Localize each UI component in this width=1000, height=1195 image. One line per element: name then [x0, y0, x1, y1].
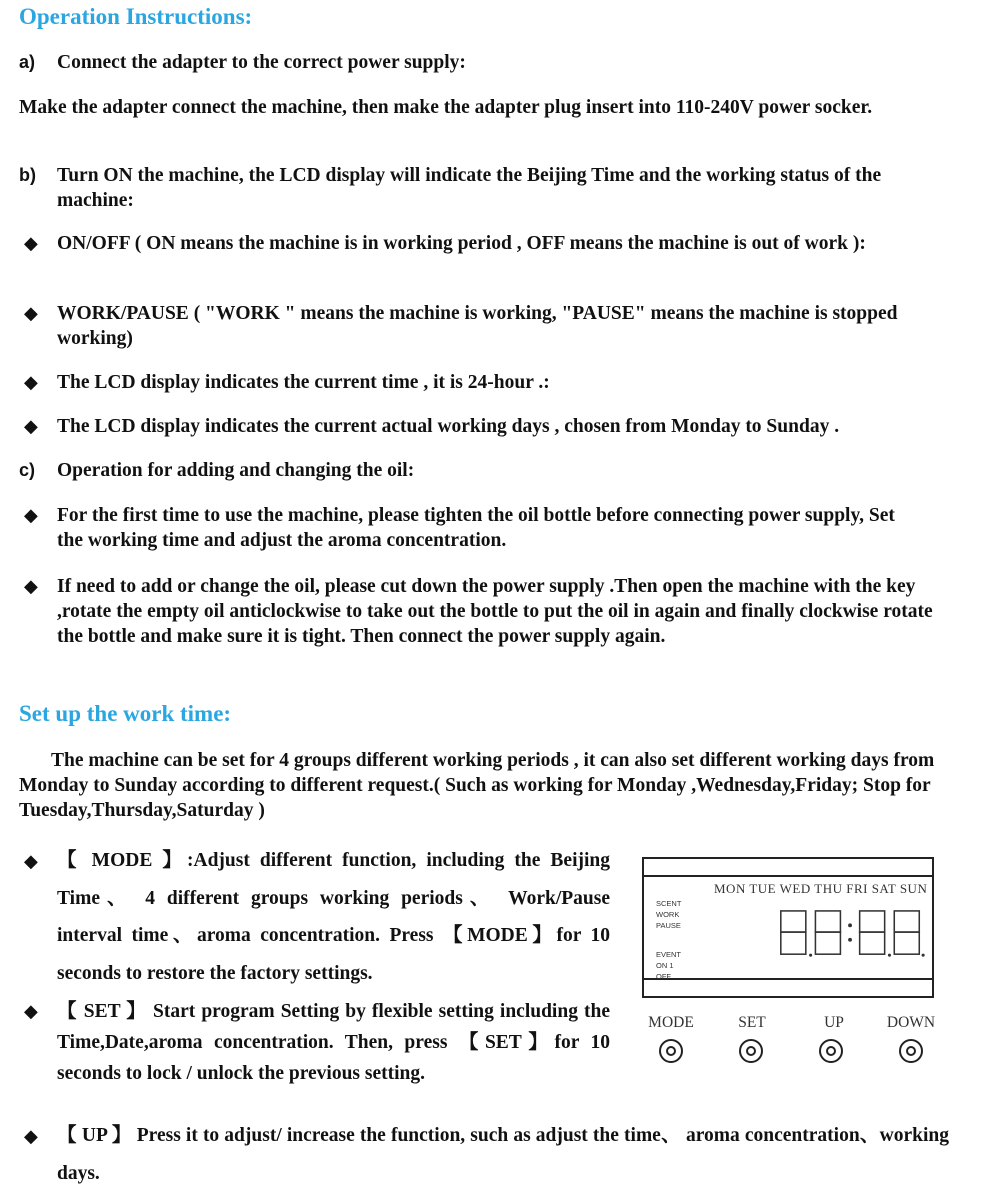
lcd-segment-digits — [776, 909, 926, 959]
bullet-icon: ◆ — [24, 505, 38, 526]
set-label: SET — [738, 1014, 766, 1031]
section-a-body: Make the adapter connect the machine, then make the adapter plug insert into 110-240V power socker. — [19, 97, 873, 118]
down-button-icon — [899, 1039, 923, 1063]
digit-segment — [894, 932, 919, 954]
set-button-icon — [739, 1039, 763, 1063]
bullet-icon: ◆ — [24, 372, 38, 393]
digit-segment — [860, 911, 885, 932]
lcd-status-work: WORK — [656, 910, 680, 919]
lcd-top-divider — [644, 875, 932, 877]
bullet-first-time: For the first time to use the machine, please tighten the oil bottle before connecting power supply, Set the working time and adjust the aroma concentration. — [57, 505, 895, 551]
digit-segment — [815, 932, 840, 954]
lcd-bottom-divider — [644, 978, 932, 980]
section-a-marker: a) — [19, 52, 36, 72]
section-c-marker: c) — [19, 460, 36, 480]
lcd-status-pause: PAUSE — [656, 921, 681, 930]
section-a-title: Connect the adapter to the correct power supply: — [57, 52, 466, 73]
section-c-title: Operation for adding and changing the oil: — [57, 460, 415, 481]
bullet-icon: ◆ — [24, 303, 38, 324]
bullet-up: 【 UP 】 Press it to adjust/ increase the function, such as adjust the time、 aroma concentration、working days. — [57, 1125, 949, 1184]
lcd-status-scent: SCENT — [656, 899, 682, 908]
colon-dot — [848, 923, 852, 927]
decimal-dot — [922, 954, 925, 957]
bullet-icon: ◆ — [24, 233, 38, 254]
lcd-display — [642, 857, 934, 998]
mode-label: MODE — [648, 1014, 694, 1031]
bullet-work-pause: WORK/PAUSE ( "WORK " means the machine is working, "PAUSE" means the machine is stopped working) — [57, 303, 898, 349]
bullet-icon: ◆ — [24, 851, 38, 872]
decimal-dot — [888, 954, 891, 957]
lcd-status-on: ON 1 — [656, 961, 674, 970]
colon-dot — [848, 938, 852, 942]
bullet-icon: ◆ — [24, 576, 38, 597]
bullet-icon: ◆ — [24, 416, 38, 437]
bullet-set: 【 SET 】 Start program Setting by flexible setting including the Time,Date,aroma concentration. Then, press 【SET】for 10 seconds to lock / unlock the previous setting. — [57, 1001, 610, 1084]
up-label: UP — [824, 1014, 844, 1031]
bullet-mode: 【 MODE 】:Adjust different function, including the Beijing Time、 4 different groups working periods、 Work/Pause interval time、aroma concentration. Press 【MODE】for 10 seconds to restore the factory settings. — [57, 850, 610, 984]
section-b-title: Turn ON the machine, the LCD display will indicate the Beijing Time and the working status of the machine: — [57, 165, 882, 211]
digit-segment — [815, 911, 840, 932]
up-button-icon — [819, 1039, 843, 1063]
digit-segment — [860, 932, 885, 954]
section-b-marker: b) — [19, 165, 36, 185]
bullet-change-oil: If need to add or change the oil, please cut down the power supply .Then open the machine with the key ,rotate the empty oil anticlockwise to take out the bottle to put the oil in again and finally clockwise rotate the bottle and make sure it is tight. Then connect the power supply again. — [57, 576, 933, 647]
decimal-dot — [809, 954, 812, 957]
bullet-icon: ◆ — [24, 1001, 38, 1022]
lcd-status-event: EVENT — [656, 950, 682, 959]
lcd-status-off: OFF — [656, 972, 671, 981]
down-label: DOWN — [886, 1014, 936, 1031]
bullet-working-days: The LCD display indicates the current actual working days , chosen from Monday to Sunday . — [57, 416, 840, 437]
bullet-on-off: ON/OFF ( ON means the machine is in working period , OFF means the machine is out of work ): — [57, 233, 866, 254]
digit-segment — [894, 911, 919, 932]
digit-segment — [781, 932, 806, 954]
digit-segment — [781, 911, 806, 932]
lcd-weekdays: MON TUE WED THU FRI SAT SUN — [714, 881, 928, 896]
bullet-current-time: The LCD display indicates the current time , it is 24-hour .: — [57, 372, 550, 393]
bullet-icon: ◆ — [24, 1126, 38, 1147]
mode-button-icon — [659, 1039, 683, 1063]
operation-instructions-heading: Operation Instructions: — [19, 4, 253, 29]
work-time-heading: Set up the work time: — [19, 701, 232, 726]
work-time-intro: The machine can be set for 4 groups different working periods , it can also set different working days from Monday to Sunday according to different request.( Such as working for Monday ,Wednesday,Friday; Stop for Tuesday,Thursday,Saturday ) — [19, 750, 935, 821]
